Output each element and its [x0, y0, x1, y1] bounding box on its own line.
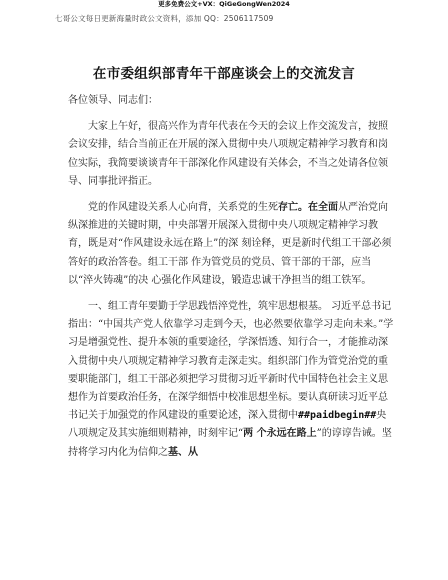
paragraph-2: [68, 199, 396, 290]
document-title: 在市委组织部青年干部座谈会上的交流发言: [92, 66, 356, 82]
promo-line: 七哥公文每日更新海量时政公文资料，添加 QQ：2506117509: [55, 14, 274, 23]
paragraph-2-bold: 存亡。在全面: [278, 202, 338, 214]
paragraph-2-rest: 从严治党向纵深推进的关键时期，中央部署开展深入贯彻中央八项规定精神学习教育，既是对“作风建设永远在路上”的深 刻诠释，更是新时代组工干部必须答好的政治答卷。组工干部 作为管党员的党员、管干部的干部，应当以“淬火铸魂”的决 心强化作风建设，锻造忠诚干净担当的组工铁军。: [68, 202, 392, 286]
salutation: 各位领导、同志们：: [68, 95, 158, 106]
paragraph-3-tail: ”的谆谆告诫。坚持将学习内化为信仰之: [68, 428, 392, 458]
paragraph-1: 大家上午好，很高兴作为青年代表在今天的会议上作交流发言，按照会议安排，结合当前正在开展的深入贯彻中央八项规定精神学习教育和岗位实际，我简要谈谈青年干部深化作风建设有关体会，不当之处请各位领导、同事批评指正。: [68, 121, 388, 187]
paragraph-3-bold-quote: 两 个永远在路上: [243, 428, 317, 440]
paragraph-3-mid: 央八项规定及其实施细则精神，时刻牢记“: [68, 410, 387, 440]
document-body: [68, 92, 396, 462]
paragraph-2-lead: 党的作风建设关系人心向背，关系党的生死: [88, 202, 278, 214]
paragraph-3-lead: 一、组工青年要勤于学思践悟淬党性，筑牢思想根基。 习近平总书记指出：“中国共产党人依靠学习走到今天，也必然要依靠学习走向未来。”学习是增强党性、提升本领的重要途径，学深悟透、知行合一，才能推动深入贯彻中央八项规定精神学习教育走深走实。组织部门作为管党治党的重要职能部门，组工干部必须把学习贯彻习近平新时代中国特色社会主义思想作为首要政治任务，在深学细悟中校准思想坐标。要认真研读习近平总书记关于加强党的作风建设的重要论述，深入贯彻中: [68, 301, 394, 422]
paid-marker: ##paidbegin##: [298, 410, 377, 422]
paragraph-3: [68, 298, 396, 462]
paragraph-3-end: 基、从: [168, 446, 198, 458]
top-banner: 更多免费公文+VX：QiGeGongWen2024: [158, 0, 290, 8]
